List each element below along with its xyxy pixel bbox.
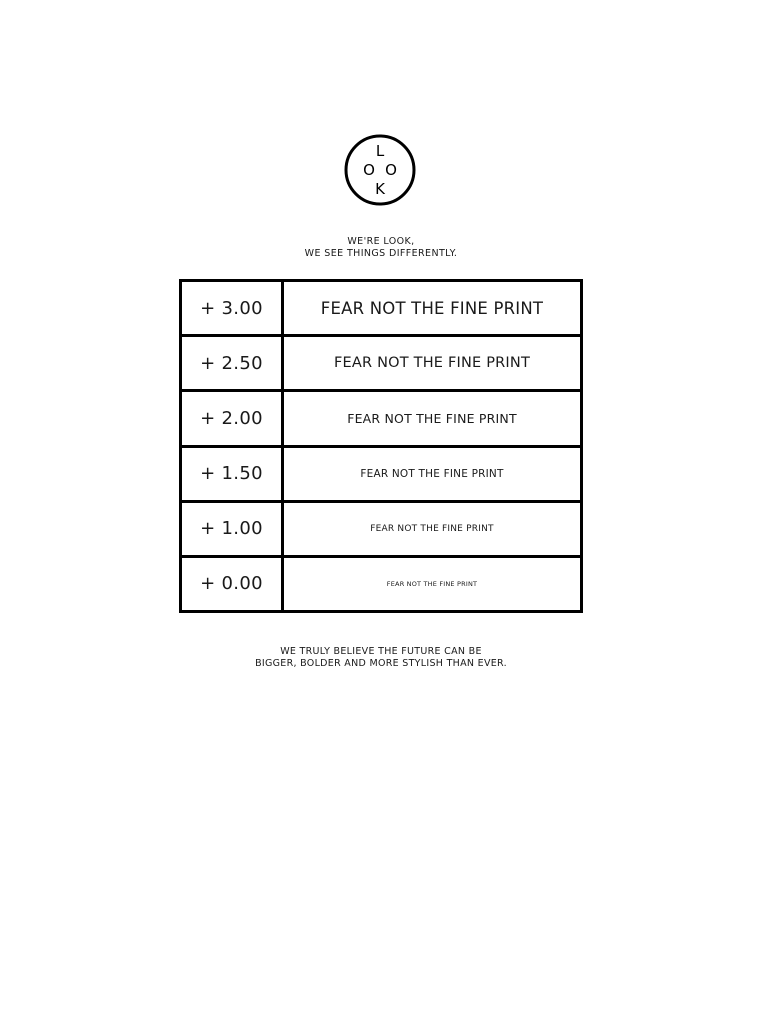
reading-chart-table [179, 279, 583, 613]
sample-text: FEAR NOT THE FINE PRINT [284, 337, 580, 389]
sample-text: FEAR NOT THE FINE PRINT [284, 448, 580, 500]
power-value: + 2.00 [182, 392, 281, 444]
footer-statement [0, 646, 762, 669]
logo-letter-o-left: O [363, 161, 375, 179]
chart-row [182, 337, 580, 389]
sample-text: FEAR NOT THE FINE PRINT [284, 282, 580, 334]
sample-text: FEAR NOT THE FINE PRINT [284, 558, 580, 610]
chart-row [182, 392, 580, 444]
sample-text: FEAR NOT THE FINE PRINT [284, 503, 580, 555]
power-value: + 1.00 [182, 503, 281, 555]
power-value: + 3.00 [182, 282, 281, 334]
tagline-line-1: WE'RE LOOK, [347, 236, 415, 247]
logo-letter-l: L [375, 142, 385, 160]
footer-line-1: WE TRULY BELIEVE THE FUTURE CAN BE [280, 646, 482, 657]
sample-text: FEAR NOT THE FINE PRINT [284, 392, 580, 444]
chart-row [182, 282, 580, 334]
look-logo [344, 134, 416, 206]
chart-row [182, 558, 580, 610]
power-value: + 0.00 [182, 558, 281, 610]
power-value: + 2.50 [182, 337, 281, 389]
tagline-line-2: WE SEE THINGS DIFFERENTLY. [304, 248, 458, 259]
tagline [0, 236, 762, 260]
power-value: + 1.50 [182, 448, 281, 500]
logo-letter-k: K [375, 180, 385, 198]
chart-row [182, 448, 580, 500]
look-circle-logo-icon [344, 134, 416, 206]
footer-line-2: BIGGER, BOLDER AND MORE STYLISH THAN EVER. [255, 657, 507, 669]
chart-row [182, 503, 580, 555]
logo-letter-o-right: O [385, 161, 397, 179]
